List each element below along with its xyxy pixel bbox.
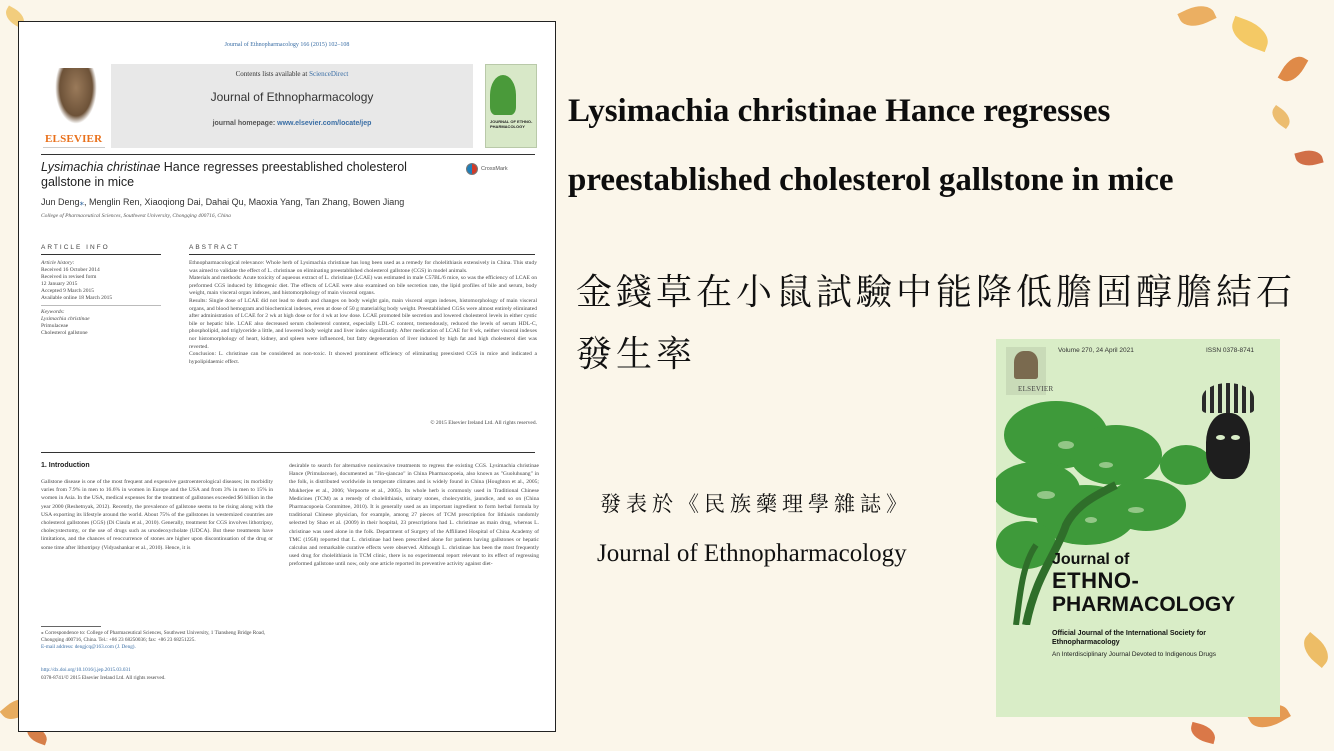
crossmark-badge[interactable]: [466, 163, 508, 175]
footnote-address: ⁎ Correspondence to: College of Pharmaceutical Sciences, Southwest University, 1 Tiansheng Bridge Road, Chongqing 400716, China. Tel.: +86 23 68250036; fax: +86 23 68251225.: [41, 630, 265, 643]
history-label: Article history:: [41, 260, 75, 266]
footnote-email[interactable]: E-mail address: dengjcq@163.com (J. Deng).: [41, 644, 136, 650]
journal-cover-thumbnail: [485, 64, 537, 148]
elsevier-wordmark: ELSEVIER: [45, 133, 103, 145]
paper-journal-header: [41, 64, 537, 150]
slide-title-chinese: 金錢草在小鼠試驗中能降低膽固醇膽結石發生率: [576, 272, 1297, 375]
introduction-right-column: desirable to search for alternative noninvasive treatments to regress the existing CGS. Lysimachia christinae Hance (Primulaceae), documented as "Jin-qiancao" in China Pharmacopoeia, also known as "Guoluhuang" in the folk, is distributed worldwide in temperate climates and is widely found in China (Houghton et al., 2005; Mukherjee et al., 2006; Verpoorte et al., 2005). Its whole herb is commonly used in Traditional Chinese Medicines (TCM) as a remedy of cholelithiasis, urinary stones, cholecystitis, jaundice, and so on (China Pharmacopoeia Committee, 2010). It is generally used as an important ingredient to form herbal formula by traditional Chinese physician, for example, among 27 pieces of TCM prescription for lithiasis randomly selected by Shao et al. (2009) in their hospital, 23 prescriptions had L. christinae as main drug, whereas L. christinae was used alone in the folk. Department of Surgery of the Affiliated Hospital of China Academy of TMC (1958) reported that L. christinae had been prescribed alone for patients having gallstones or hepatic calculus and remarkable curative effects were observed. Although L. christinae has been the most frequently used drug for cholelithiasis in TCM clinic, there is no experimental report relevant to its effect of regressing preformed gallstone until now, only one article reported its preventive activity against diet-: [289, 463, 539, 568]
correspondence-footnote: [41, 630, 273, 651]
abstract-copyright: © 2015 Elsevier Ireland Ltd. All rights reserved.: [430, 420, 537, 426]
paper-citation: Journal of Ethnopharmacology 166 (2015) 102–108: [224, 42, 350, 48]
abstract-rule: [189, 254, 535, 255]
introduction-heading: 1. Introduction: [41, 462, 90, 469]
autumn-leaf-decoration: [1278, 52, 1309, 87]
tree-icon: [490, 75, 516, 115]
published-in-english: Journal of Ethnopharmacology: [597, 540, 907, 567]
article-info-label: ARTICLE INFO: [41, 244, 110, 251]
paper-title-species: Lysimachia christinae: [41, 160, 161, 174]
abstract-results: Results: Single dose of LCAE did not lead to death and changes on body weight gain, main visceral organ indexes, histomorphology of main visceral organs, and blood hemogram and biochemical indexes, even at dose of 50 g material/kg body weight. Preestablished CGSs were almost entirely eliminated after administration of LCAE for 2 wk at high dose or for 4 wk at low dose. LCAE promoted bile secretion and lowered cholesterol levels in either cystic bile or hepatic bile. LCAE also decreased serum cholesterol content, especially LDL-C content, tremendously, reduced the levels of serum HDL-C, phospholipid, and triglyceride a little, and lowered body weight and liver index significantly. After medication of LCAE for 8 wk, neither visceral indexes nor histomorphology of heart, kidney, and spleen were influenced, but fatty degeneration of liver induced by high fat and high cholesterol diet was reverted.: [189, 297, 537, 350]
issn-rights-line: 0378-8741/© 2015 Elsevier Ireland Ltd. All rights reserved.: [41, 674, 166, 681]
elsevier-tree-icon: [1014, 351, 1038, 379]
history-line: Received 16 October 2014: [41, 267, 100, 273]
doi-link[interactable]: http://dx.doi.org/10.1016/j.jep.2015.03.031: [41, 667, 131, 673]
footnote-rule: [41, 626, 101, 627]
sciencedirect-link[interactable]: ScienceDirect: [309, 70, 349, 78]
cover-issn: ISSN 0378-8741: [1205, 347, 1254, 354]
autumn-leaf-decoration: [1177, 0, 1216, 32]
elsevier-tree-icon: [55, 68, 97, 124]
abstract-methods: Materials and methods: Acute toxicity of aqueous extract of L. christinae (LCAE) was estimated in male C57BL/6 mice, so was the efficiency of LCAE on preformed CGS induced by lithogenic diet. The effects of LCAE were also examined on bile secretion rate, the lipid profiles of bile and serum, body weight, main visceral organ indexes, and histomorphology of main visceral organs.: [189, 275, 537, 297]
info-divider: [41, 305, 161, 306]
autumn-leaf-decoration: [1227, 16, 1273, 52]
abstract-conclusion: Conclusion: L. christinae can be considered as non-toxic. It showed prominent efficiency of eliminating preexisted CGS in mice and indicated a hypolipidaemic effect.: [189, 351, 537, 365]
mask-face-icon: [1206, 413, 1250, 479]
title-line-2: preestablished cholesterol gallstone in mice: [568, 162, 1174, 198]
cover-volume: Volume 270, 24 April 2021: [1058, 347, 1134, 354]
history-line: 12 January 2015: [41, 281, 78, 287]
published-in-chinese: 發表於《民族藥理學雜誌》: [600, 492, 912, 516]
history-line: Accepted 9 March 2015: [41, 288, 94, 294]
autumn-leaf-decoration: [1297, 632, 1334, 668]
keyword-item: Cholesterol gallstone: [41, 330, 88, 336]
elsevier-logo: [43, 64, 105, 148]
keyword-item: Primulaceae: [41, 323, 69, 329]
journal-cover-image: [996, 339, 1280, 717]
homepage-link[interactable]: www.elsevier.com/locate/jep: [277, 120, 372, 127]
autumn-leaf-decoration: [1188, 722, 1217, 744]
contents-prefix: Contents lists available at: [235, 70, 310, 78]
contents-available-line: [111, 70, 473, 78]
paper-affiliation: College of Pharmaceutical Sciences, Southwest University, Chongqing 400716, China: [41, 213, 231, 219]
abstract-body: [189, 260, 537, 366]
co-authors: , Menglin Ren, Xiaoqiong Dai, Dahai Qu, Maoxia Yang, Tan Zhang, Bowen Jiang: [84, 197, 405, 207]
paper-title: [41, 160, 451, 190]
cover-publisher: ELSEVIER: [1018, 385, 1054, 393]
cover-tagline: An Interdisciplinary Journal Devoted to Indigenous Drugs: [1052, 651, 1217, 658]
header-divider: [41, 154, 535, 155]
title-line-1: Lysimachia christinae Hance regresses: [568, 93, 1111, 129]
journal-banner: [111, 64, 473, 148]
mask-eye: [1231, 435, 1240, 440]
article-info-rule: [41, 254, 161, 255]
abstract-relevance: Ethnopharmacological relevance: Whole herb of Lysimachia christinae has long been used as a remedy for cholelithiasis extensively in China. This study was aimed to validate the effect of L. christinae on eliminating preestablished cholesterol gallstone (CGS) in model animals.: [189, 260, 537, 274]
paper-first-page: [18, 21, 556, 732]
article-history: [41, 260, 161, 337]
crossmark-label: CrossMark: [481, 166, 508, 172]
slide-title-english: [568, 90, 1308, 228]
author-footnote-mark[interactable]: ⁎: [79, 197, 85, 207]
cover-title-journal-of: Journal of: [1052, 551, 1130, 568]
cover-elsevier-logo: [1006, 347, 1054, 395]
abstract-label: ABSTRACT: [189, 244, 240, 251]
crown-icon: [1202, 383, 1254, 413]
cover-title-pharmacology: PHARMACOLOGY: [1052, 593, 1236, 616]
corresponding-author: Jun Deng: [41, 197, 80, 207]
journal-homepage-line: [111, 120, 473, 127]
paper-doi-block: [41, 667, 166, 682]
paper-authors: [41, 197, 404, 208]
cover-title-ethno: ETHNO-: [1052, 568, 1140, 593]
journal-name: Journal of Ethnopharmacology: [210, 90, 374, 104]
cover-official-journal: Official Journal of the International Society for Ethnopharmacology: [1052, 630, 1207, 646]
history-line: Received in revised form: [41, 274, 97, 280]
cover-mask-figure: [1194, 383, 1262, 495]
cover-journal-title: [1052, 551, 1278, 617]
crossmark-icon: [466, 163, 478, 175]
paper-title-rest: Hance regresses preestablished cholesterol gallstone in mice: [41, 160, 407, 189]
thumbnail-title: JOURNAL OF ETHNO-PHARMACOLOGY: [490, 119, 533, 129]
abstract-bottom-rule: [41, 452, 535, 453]
keyword-item: Lysimachia christinae: [41, 316, 90, 322]
history-line: Available online 18 March 2015: [41, 295, 113, 301]
homepage-prefix: journal homepage:: [212, 120, 278, 127]
keywords-label: Keywords:: [41, 309, 65, 315]
introduction-left-column: Gallstone disease is one of the most frequent and expensive gastroenterological diseases; its morbidity varies from 7.9% in men to 16.6% in women in Europe and the USA and from 3% in men to 15% in women in Asia. In the USA, medical expenses for the treatment of gallstones exceeded $6 billion in the year 2000 (Reshetnyak, 2012). Recently, the prevalence of gallstone seems to be rising along with the USA exporting its lifestyle around the world. About 75% of the gallstones in westernized countries are cholesterol gallstones (CGS) (Di Ciaula et al., 2010). Generally, treatment for CGS involves lithotripsy, cholecystectomy, or the use of drugs such as ursodeoxycholate (UDCA). But these treatments have limitations, and the chances of reoccurrence of stones are higher upon discontinuation of the drug or some time after lithotripsy (Vidyashankar et al., 2010). Hence, it is: [41, 479, 273, 551]
mask-eye: [1216, 435, 1225, 440]
